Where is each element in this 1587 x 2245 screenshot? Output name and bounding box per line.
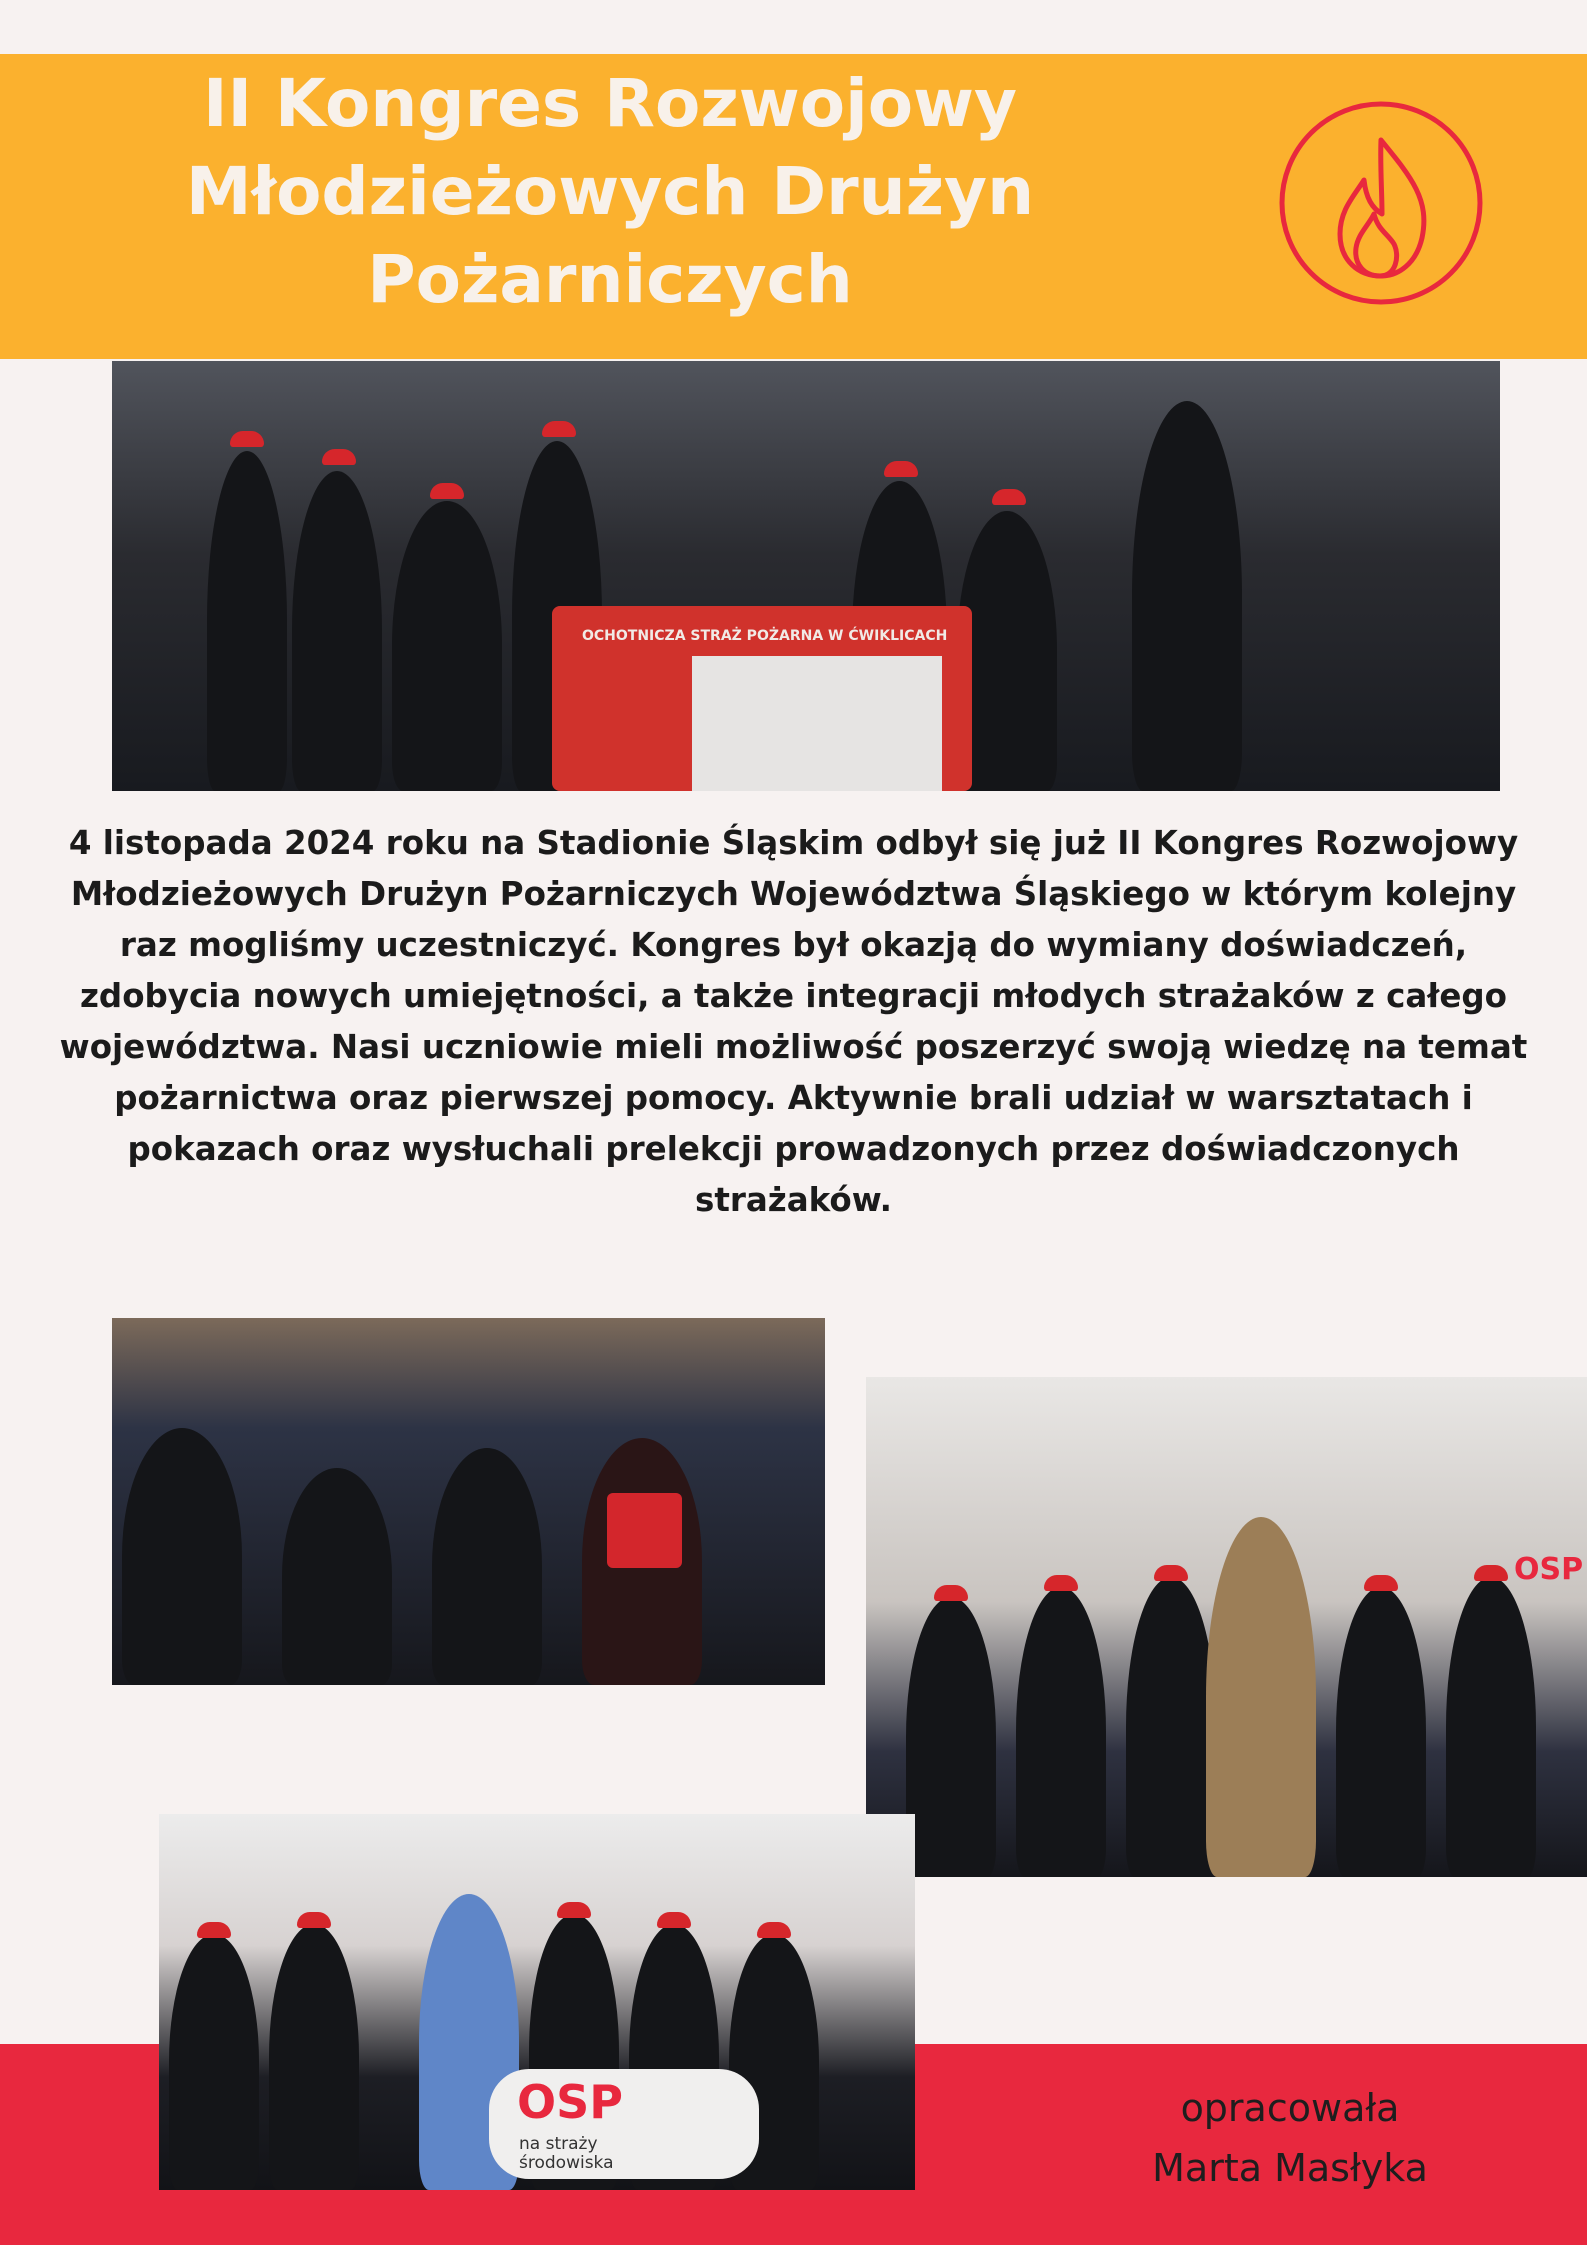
- credit-line-2: Marta Masłyka: [1152, 2146, 1428, 2190]
- title-line-1: II Kongres Rozwojowy: [202, 65, 1018, 142]
- photo-banner-text: OSP: [517, 2075, 623, 2129]
- article-text: [0, 818, 1587, 1226]
- photo-group-osp-banner: [159, 1814, 915, 2190]
- credit-line-1: opracowała: [1180, 2086, 1400, 2130]
- article-line: 4 listopada 2024 roku na Stadionie Śląskim odbył się już II Kongres Rozwojowy: [68, 824, 1519, 862]
- article-line: raz mogliśmy uczestniczyć. Kongres był okazją do wymiany doświadczeń,: [119, 926, 1468, 964]
- article-line: Młodzieżowych Drużyn Pożarniczych Województwa Śląskiego w którym kolejny: [70, 875, 1517, 913]
- article-line: zdobycia nowych umiejętności, a także integracji młodych strażaków z całego: [80, 977, 1507, 1015]
- photo-group-fire-truck: [112, 361, 1500, 791]
- article-line: województwa. Nasi uczniowie mieli możliwość poszerzyć swoją wiedzę na temat: [59, 1028, 1528, 1066]
- title-line-3: Pożarniczych: [367, 241, 853, 318]
- photo-group-mascot: [866, 1377, 1587, 1877]
- author-credit: [1090, 2078, 1490, 2198]
- article-line: strażaków.: [694, 1181, 893, 1219]
- photo-caption-text: OCHOTNICZA STRAŻ POŻARNA W ĆWIKLICACH: [582, 628, 948, 644]
- article-line: pokazach oraz wysłuchali prelekcji prowadzonych przez doświadczonych: [127, 1130, 1460, 1168]
- title-line-2: Młodzieżowych Drużyn: [185, 153, 1035, 230]
- photo-banner-text: OSP: [1514, 1552, 1584, 1587]
- photo-banner-subtext: na straży środowiska: [519, 2134, 614, 2173]
- photo-group-auditorium: [112, 1318, 825, 1685]
- flame-icon: [1262, 100, 1500, 306]
- page-title: [140, 60, 1080, 324]
- article-line: pożarnictwa oraz pierwszej pomocy. Aktywnie brali udział w warsztatach i: [114, 1079, 1473, 1117]
